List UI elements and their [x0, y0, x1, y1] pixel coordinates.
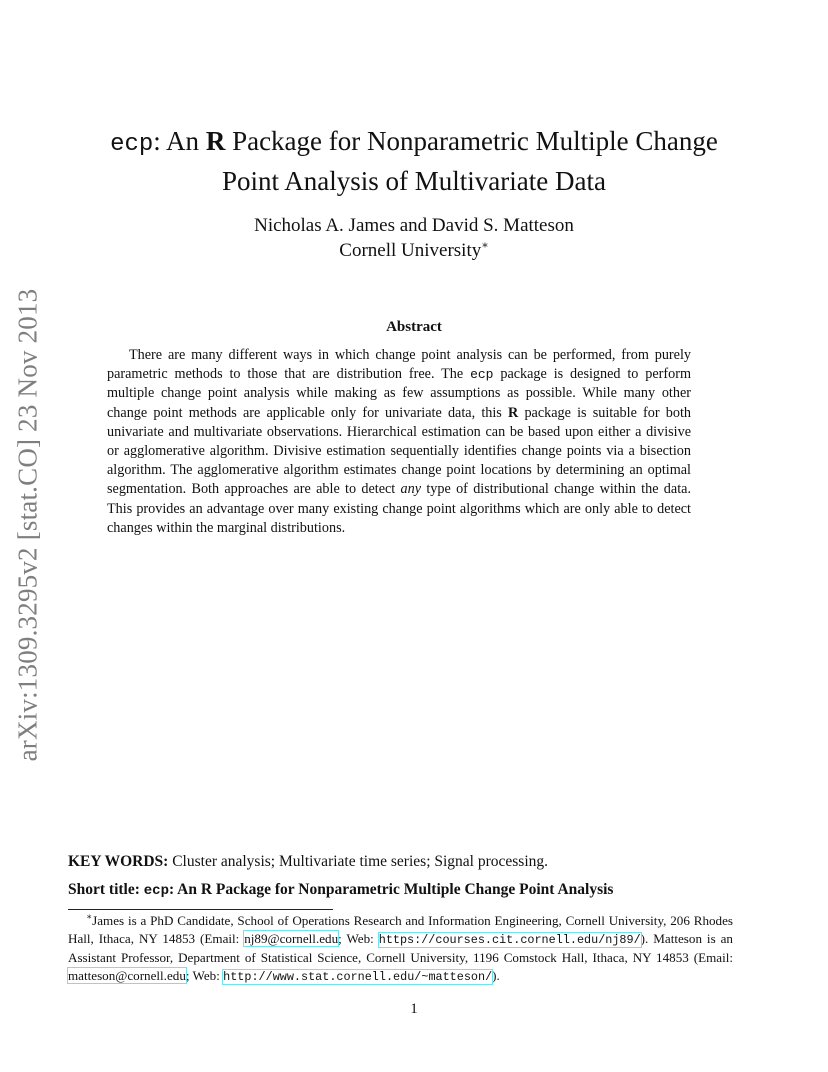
- web-link-james[interactable]: https://courses.cit.cornell.edu/nj89/: [378, 932, 641, 947]
- footnote-text-4: ; Web:: [185, 968, 224, 984]
- author-affiliation: Cornell University: [339, 240, 482, 261]
- footnote-text-5: ).: [492, 968, 500, 984]
- title-package-name: ecp: [110, 131, 154, 158]
- keywords-text: Cluster analysis; Multivariate time series; Signal processing.: [168, 853, 549, 870]
- abstract-sentence-1: There are many different ways in which change point analysis can be performed, from purely parametric methods to those that are distribution free. The: [107, 347, 691, 383]
- footnote-text-2: ; Web:: [338, 930, 379, 946]
- footnote-text-1: James is a PhD Candidate, School of Operations Research and Information Engineering, Cornell University, 206 Rhodes Hall, Ithaca, NY 14853 (Email:: [68, 913, 733, 946]
- title-text-part1: : An: [153, 126, 206, 156]
- title-line2: Point Analysis of Multivariate Data: [222, 166, 606, 196]
- footnote-text-3: ). Matteson is an Assistant Professor, Department of Statistical Science, Cornell University, 1196 Comstock Hall, Ithaca, NY 14853 (Email:: [68, 930, 733, 966]
- affiliation-footnote-mark[interactable]: ∗: [481, 239, 489, 252]
- keywords-label: KEY WORDS:: [68, 853, 169, 870]
- author-block: [60, 213, 768, 263]
- arxiv-identifier: arXiv:1309.3295v2 [stat.CO] 23 Nov 2013: [12, 288, 43, 762]
- footnote: [68, 912, 733, 987]
- abstract-r-name: R: [508, 404, 519, 421]
- abstract-body: [107, 346, 691, 538]
- footnote-mark: ∗: [86, 911, 93, 922]
- footnote-rule: [68, 909, 333, 910]
- paper-title: [60, 123, 768, 199]
- page-number: 1: [410, 1001, 418, 1017]
- abstract-sentence-2: package is designed to perform multiple change point analysis while making as few assumptions as possible. While many other change point methods are applicable only for univariate data, this: [107, 366, 691, 421]
- abstract-heading: Abstract: [386, 319, 442, 335]
- title-text-part2: Package for Nonparametric Multiple Change: [225, 126, 718, 156]
- abstract-any-emphasis: any: [400, 481, 422, 498]
- abstract-sentence-3: package is suitable for both univariate and multivariate observations. Hierarchical estimation can be based upon either a divisive or agglomerative algorithm. Divisive estimation sequentially identifies change points via a bisection algorithm. The agglomerative algorithm estimates change point locations by determining an optimal segmentation. Both approaches are able to detect: [107, 404, 691, 498]
- short-title-package-name: ecp: [143, 883, 169, 899]
- email-link-matteson[interactable]: matteson@cornell.edu: [68, 968, 186, 984]
- arxiv-side-stamp: [10, 285, 46, 765]
- short-title-text: : An R Package for Nonparametric Multiple Change Point Analysis: [168, 881, 614, 898]
- short-title-line: [68, 880, 768, 901]
- abstract-sentence-4: type of distributional change within the data. This provides an advantage over many existing change point algorithms which are only able to detect changes within the marginal distributions.: [107, 481, 691, 536]
- author-affiliation-line: [60, 238, 768, 263]
- web-link-matteson[interactable]: http://www.stat.cornell.edu/~matteson/: [223, 970, 493, 985]
- short-title-label: Short title:: [68, 881, 144, 898]
- abstract-package-name: ecp: [470, 367, 494, 383]
- email-link-james[interactable]: nj89@cornell.edu: [244, 930, 339, 946]
- author-names: Nicholas A. James and David S. Matteson: [254, 215, 574, 236]
- keywords-line: [68, 852, 768, 872]
- title-r-name: R: [205, 126, 226, 156]
